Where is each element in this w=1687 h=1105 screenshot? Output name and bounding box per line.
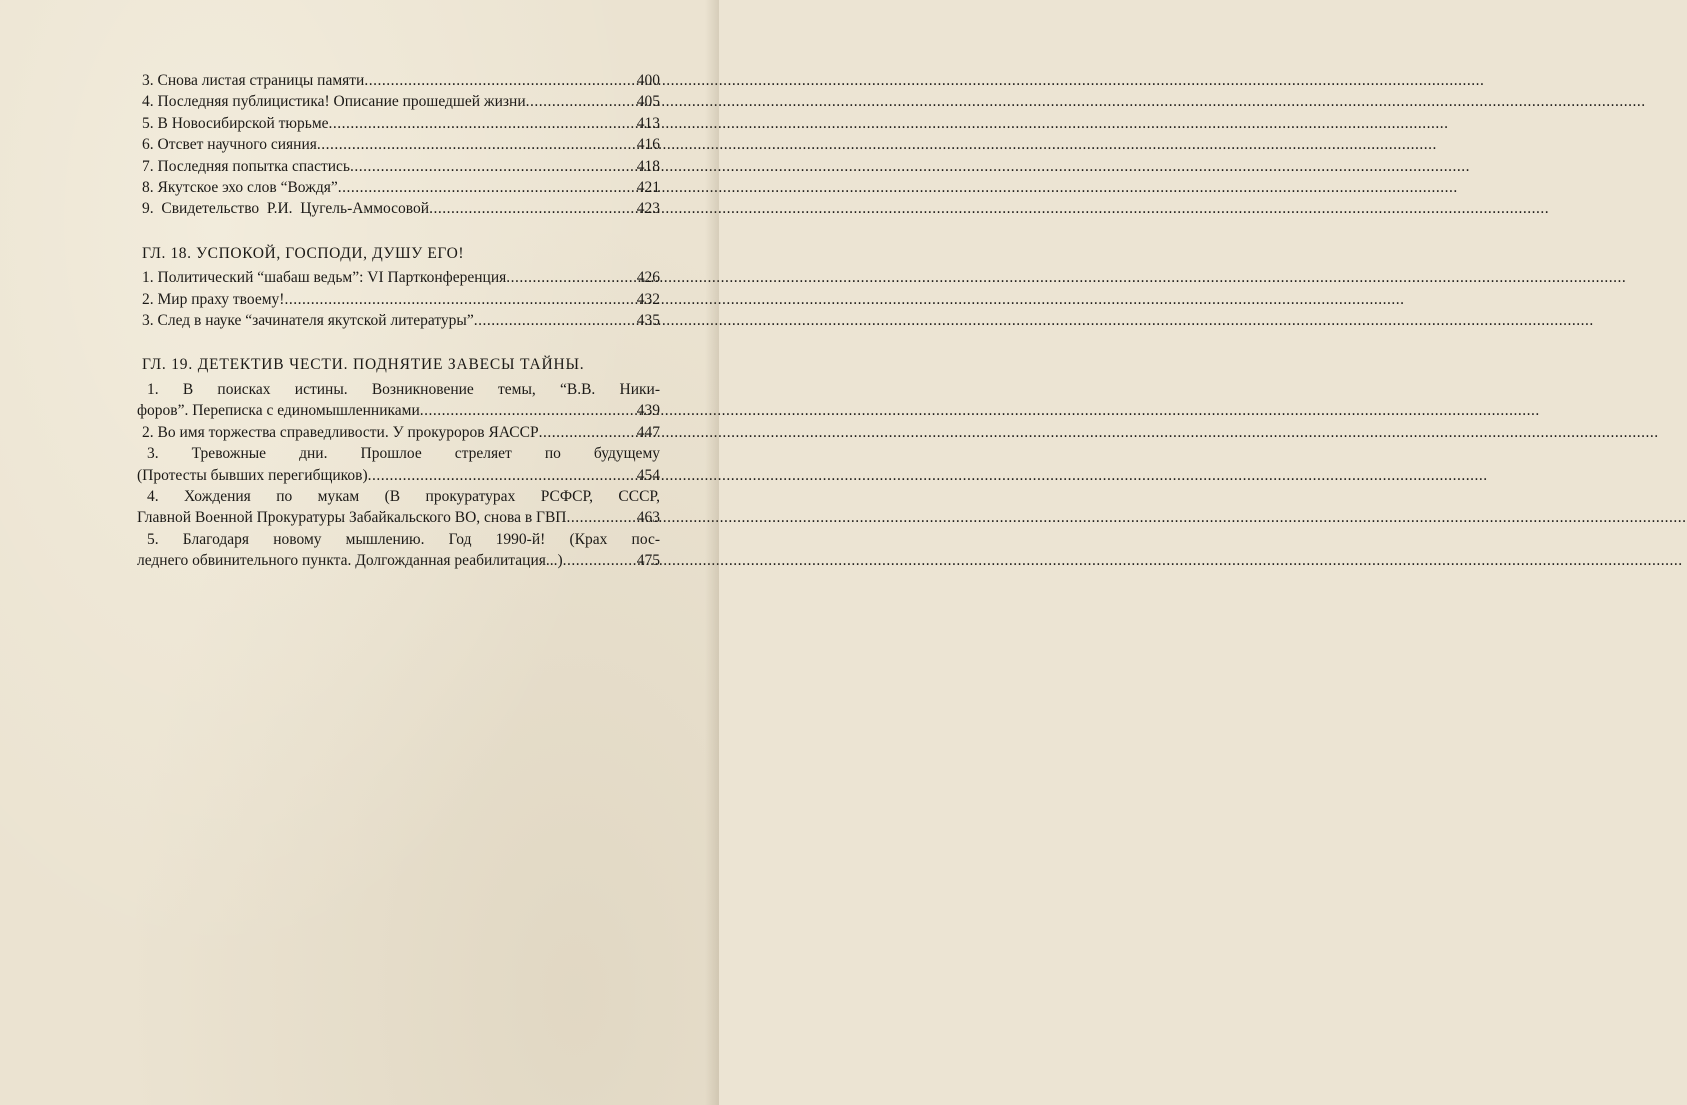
dot-leader [284, 289, 636, 310]
dot-leader [317, 134, 637, 155]
dot-leader [567, 507, 637, 528]
chapter-heading: ГЛ. 18. УСПОКОЙ, ГОСПОДИ, ДУШУ ЕГО! [142, 244, 465, 262]
toc-entry-page: 475 [636, 552, 660, 570]
toc-entry-page: 413 [636, 114, 660, 132]
toc-entry [142, 156, 660, 177]
dot-leader [526, 91, 637, 112]
toc-entry [142, 91, 660, 112]
toc-entry-line2 [137, 400, 660, 421]
dot-leader [329, 113, 637, 134]
dot-leader [368, 465, 637, 486]
dot-leader [539, 422, 637, 443]
toc-entry-title: 8. Якутское эхо слов “Вождя” [142, 179, 338, 197]
toc-entry-title: 5. В Новосибирской тюрьме [142, 114, 329, 132]
toc-entry-line2 [137, 507, 660, 528]
dot-leader [429, 198, 637, 219]
toc-entry-line1: 4. Хождения по мукам (В прокуратурах РСФСР, СССР, [147, 487, 660, 505]
dot-leader [420, 400, 637, 421]
toc-entry-title: леднего обвинительного пункта. Долгожданная реабилитация...) [137, 552, 563, 570]
table-of-contents [137, 70, 660, 572]
toc-entry-page: 463 [636, 509, 660, 527]
toc-entry-page: 416 [636, 136, 660, 154]
toc-entry [142, 310, 660, 331]
toc-entry-title: 3. Снова листая страницы памяти [142, 72, 365, 89]
toc-entry-title: 7. Последняя попытка спастись [142, 157, 350, 175]
toc-entry-multiline [137, 379, 660, 422]
toc-entry-page: 423 [636, 200, 660, 218]
toc-entry-title: Главной Военной Прокуратуры Забайкальского ВО, снова в ГВП [137, 509, 567, 527]
toc-entry-line1: 1. В поисках истины. Возникновение темы, “В.В. Ники- [147, 380, 660, 398]
toc-entry [142, 113, 660, 134]
toc-entry-page: 454 [636, 466, 660, 484]
toc-entry-page: 405 [636, 93, 660, 111]
toc-entry-title: (Протесты бывших перегибщиков) [137, 466, 368, 484]
dot-leader [350, 156, 637, 177]
toc-entry-title: форов”. Переписка с единомышленниками [137, 402, 420, 420]
toc-entry [142, 177, 660, 198]
book-page [0, 0, 719, 1105]
dot-leader [563, 550, 637, 571]
toc-entry-title: 1. Политический “шабаш ведьм”: VI Партконференция [142, 269, 507, 287]
toc-entry-multiline [137, 529, 660, 572]
toc-entry-page: 418 [636, 157, 660, 175]
chapter-heading: ГЛ. 19. ДЕТЕКТИВ ЧЕСТИ. ПОДНЯТИЕ ЗАВЕСЫ ТАЙНЫ. [142, 356, 585, 374]
toc-entry-title: 4. Последняя публицистика! Описание прошедшей жизни [142, 93, 526, 111]
toc-entry-page: 439 [636, 402, 660, 420]
toc-entry-page: 432 [636, 290, 660, 308]
toc-entry-multiline [137, 443, 660, 486]
toc-entry-line2 [137, 550, 660, 571]
toc-entry [142, 134, 660, 155]
dot-leader [474, 310, 637, 331]
toc-entry-page: 435 [636, 312, 660, 330]
toc-entry-title: 9. Свидетельство Р.И. Цугель-Аммосовой [142, 200, 430, 218]
toc-entry [142, 289, 660, 310]
toc-entry-page: 400 [636, 72, 660, 89]
toc-entry [142, 267, 660, 288]
toc-entry-title: 2. Во имя торжества справедливости. У прокуроров ЯАССР [142, 423, 539, 441]
toc-entry [142, 198, 660, 219]
toc-entry [142, 422, 660, 443]
toc-entry-multiline [137, 486, 660, 529]
dot-leader [506, 267, 637, 288]
toc-entry-line1: 3. Тревожные дни. Прошлое стреляет по будущему [147, 445, 660, 463]
toc-entry-page: 426 [636, 269, 660, 287]
toc-entry [142, 70, 660, 91]
dot-leader [338, 177, 637, 198]
dot-leader [364, 70, 636, 91]
toc-entry-page: 447 [636, 423, 660, 441]
toc-entry-page: 421 [636, 179, 660, 197]
toc-entry-title: 2. Мир праху твоему! [142, 290, 285, 308]
toc-entry-line2 [137, 465, 660, 486]
toc-entry-title: 3. След в науке “зачинателя якутской литературы” [142, 312, 474, 330]
toc-entry-line1: 5. Благодаря новому мышлению. Год 1990-й! (Крах пос- [147, 530, 660, 548]
toc-entry-title: 6. Отсвет научного сияния [142, 136, 317, 154]
